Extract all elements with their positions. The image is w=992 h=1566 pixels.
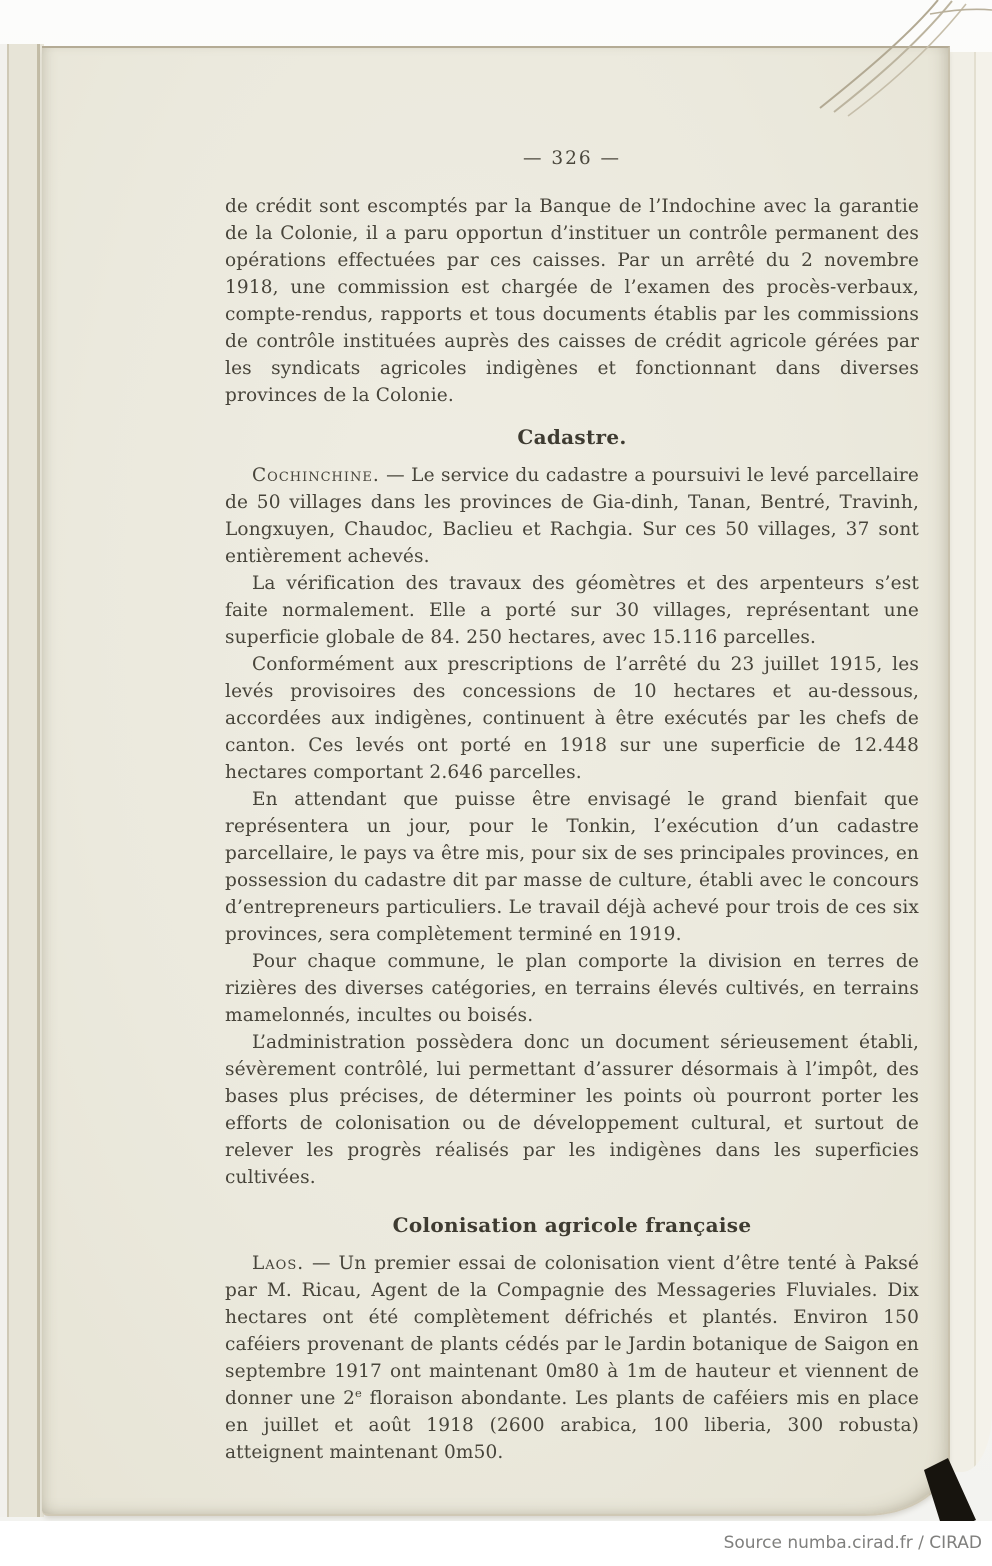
region-label-laos: Laos. [252,1253,305,1274]
page-number: — 326 — [522,148,622,169]
right-page-edge [948,52,992,1472]
source-attribution-bar [0,1521,992,1566]
paragraph-verification: La vérification des travaux des géomètres et des arpenteurs s’est faite normalement. Elle a porté sur 30 villages, représentant une superficie globale de 84. 250 hectares, avec 15.116 parcelles. [225,573,919,648]
left-page-edges [0,44,44,1517]
section-heading-colonisation: Colonisation agricole française [392,1213,752,1237]
paragraph-administration: L’administration possèdera donc un document sérieusement établi, sévèrement contrôlé, lui permettant d’assurer désormais à l’impôt, des bases plus précises, de déterminer les points où pourront porter les efforts de colonisation ou de développement cultural, et surtout de relever les progrès réalisés par les indigènes dans les superficies cultivées. [225,1032,919,1188]
region-label-cochinchine: Cochinchine. [252,465,380,486]
paragraph-cochinchine [225,462,919,570]
paragraph-laos [225,1250,919,1466]
source-attribution-text: Source numba.cirad.fr / CIRAD [723,1533,982,1553]
paragraph-intro: de crédit sont escomptés par la Banque de l’Indochine avec la garantie de la Colonie, il a paru opportun d’instituer un contrôle permanent des opérations effectuées par ces caisses. Par un arrêté du 2 novembre 1918, une commission est chargée de l’examen des procès-verbaux, compte-rendus, rapports et tous documents établis par les commissions de contrôle instituées auprès des caisses de crédit agricole gérées par les syndicats agricoles indigènes et fonctionnant dans diverses provinces de la Colonie. [225,196,919,406]
paragraph-conformement: Conformément aux prescriptions de l’arrêté du 23 juillet 1915, les levés provisoires des concessions de 10 hectares et au-dessous, accordées aux indigènes, continuent à être exécutés par les chefs de canton. Ces levés ont porté en 1918 sur une superficie de 12.448 hectares comportant 2.646 parcelles. [225,654,919,783]
paragraph-en-attendant: En attendant que puisse être envisagé le grand bienfait que représentera un jour, pour le Tonkin, l’exécution d’un cadastre parcellaire, le pays va être mis, pour six de ses principales provinces, en possession du cadastre dit par masse de culture, établi avec le concours d’entrepreneurs particuliers. Le travail déjà achevé pour trois de ces six provinces, sera complètement terminé en 1919. [225,789,919,945]
page-content [225,145,919,1466]
section-heading-cadastre: Cadastre. [517,425,627,449]
paragraph-cochinchine-text: — Le service du cadastre a poursuivi le levé parcellaire de 50 villages dans les provinces de Gia-dinh, Tanan, Bentré, Travinh, Longxuyen, Chaudoc, Baclieu et Rachgia. Sur ces 50 villages, 37 sont entièrement achevés. [225,465,919,567]
superscript-e: e [355,1385,362,1400]
paragraph-laos-text-1: — Un premier essai de colonisation vient d’être tenté à Paksé par M. Ricau, Agent de la Compagnie des Messageries Fluviales. Dix hectares ont été complètement défrichés et plantés. Environ 150 caféiers provenant de plants cédés par le Jardin botanique de Saigon en septembre 1917 ont maintenant 0m80 à 1m de hauteur et viennent de donner une 2 [225,1253,919,1409]
paragraph-laos-text-2: floraison abondante. Les plants de caféiers mis en place en juillet et août 1918 (2600 arabica, 100 liberia, 300 robusta) atteignent maintenant 0m50. [225,1388,919,1463]
paragraph-pour-chaque: Pour chaque commune, le plan comporte la division en terres de rizières des diverses catégories, en terrains élevés cultivés, en terrains mamelonnés, incultes ou boisés. [225,951,919,1026]
book-page [42,46,950,1516]
page-fan-edges [810,0,992,140]
